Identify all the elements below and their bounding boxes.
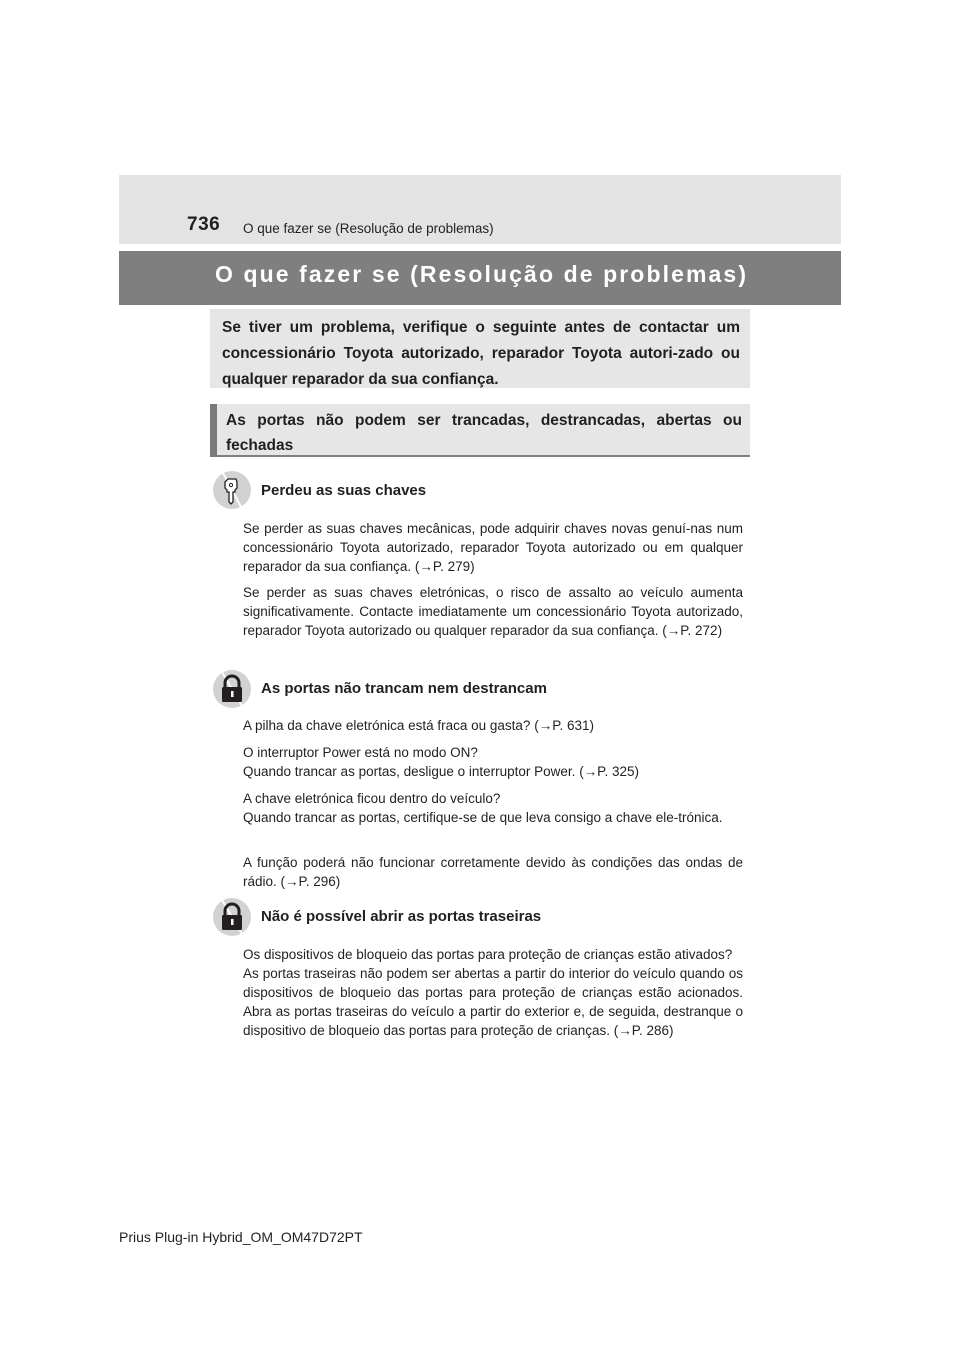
topic-title-doors-lock: As portas não trancam nem destrancam bbox=[261, 680, 547, 697]
intro-text: Se tiver um problema, verifique o seguinte antes de contactar um concessionário Toyota autorizado, reparador Toyota autori-zado ou qualquer reparador da sua confiança. bbox=[222, 319, 740, 388]
topic-title-lost-keys: Perdeu as suas chaves bbox=[261, 482, 427, 499]
section-heading: As portas não podem ser trancadas, destrancadas, abertas ou fechadas bbox=[226, 412, 742, 454]
header-section-title: O que fazer se (Resolução de problemas) bbox=[243, 221, 494, 236]
paragraph: Os dispositivos de bloqueio das portas para proteção de crianças estão ativados? As portas traseiras não podem ser abertas a partir do interior do veículo quando os dispositivos de bloqueio das portas para proteção de crianças estão acionados. Abra as portas traseiras do veículo a partir do exterior e, de seguida, destranque o dispositivo de bloqueio das portas para proteção de crianças. (→P. 286) bbox=[243, 947, 743, 1038]
topic-title-rear-doors: Não é possível abrir as portas traseiras bbox=[261, 908, 542, 925]
page-title: O que fazer se (Resolução de problemas) bbox=[215, 261, 749, 287]
section-heading-accent bbox=[210, 404, 217, 457]
paragraph: A função poderá não funcionar corretamente devido às condições das ondas de rádio. (→P. 296) bbox=[243, 855, 743, 889]
page-number: 736 bbox=[187, 214, 221, 235]
key-icon bbox=[213, 471, 251, 509]
paragraph: Se perder as suas chaves eletrónicas, o risco de assalto ao veículo aumenta significativamente. Contacte imediatamente um concessionário Toyota autorizado, reparador Toyota autorizado ou qualquer reparador da sua confiança. (→P. 272) bbox=[243, 585, 743, 638]
paragraph: Se perder as suas chaves mecânicas, pode adquirir chaves novas genuí-nas num concessionário Toyota autorizado, reparador Toyota autorizado ou em qualquer reparador da sua confiança. (→P. 279) bbox=[243, 521, 743, 574]
footer-document-id: Prius Plug-in Hybrid_OM_OM47D72PT bbox=[119, 1229, 363, 1245]
lock-icon bbox=[213, 898, 251, 936]
lock-icon bbox=[213, 670, 251, 708]
paragraph: A chave eletrónica ficou dentro do veículo? Quando trancar as portas, certifique-se de que leva consigo a chave ele-trónica. bbox=[243, 791, 723, 825]
paragraph: A pilha da chave eletrónica está fraca ou gasta? (→P. 631) bbox=[243, 718, 594, 733]
paragraph: O interruptor Power está no modo ON? Quando trancar as portas, desligue o interruptor Power. (→P. 325) bbox=[243, 745, 639, 779]
